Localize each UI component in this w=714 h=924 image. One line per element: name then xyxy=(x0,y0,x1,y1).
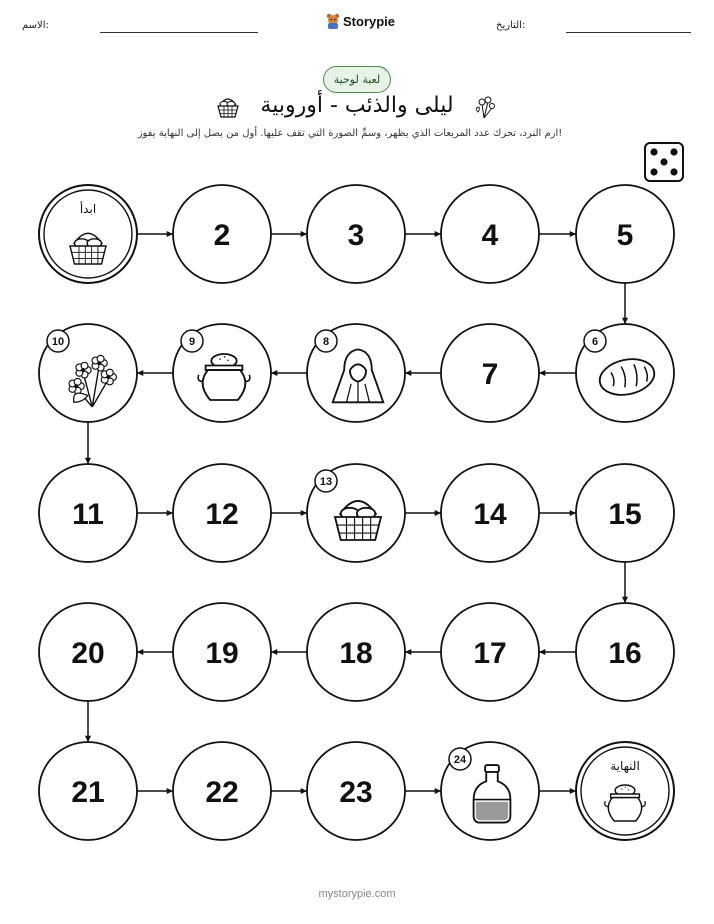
date-label: التاريخ: xyxy=(496,20,526,31)
path-arrow xyxy=(271,370,307,376)
path-arrow xyxy=(271,788,307,794)
board-cell-21 xyxy=(39,742,137,840)
board-cell-22 xyxy=(173,742,271,840)
path-arrow xyxy=(271,649,307,655)
path-arrow xyxy=(405,231,441,237)
path-arrow xyxy=(539,788,576,794)
path-arrow xyxy=(539,510,576,516)
cell-number: 13 xyxy=(319,476,333,488)
board-cell-5 xyxy=(576,185,674,283)
end-label: النهاية xyxy=(610,759,640,773)
path-arrow xyxy=(405,788,441,794)
cell-number: 10 xyxy=(51,336,65,348)
start-label: ابدأ xyxy=(79,202,97,216)
cell-number: 9 xyxy=(188,336,196,348)
board-cell-12 xyxy=(173,464,271,562)
cell-number: 2 xyxy=(213,219,231,252)
game-type-badge: لعبة لوحية xyxy=(323,66,391,93)
path-arrow xyxy=(539,649,576,655)
path-arrow xyxy=(137,370,173,376)
path-arrow xyxy=(137,231,173,237)
board-cell-19 xyxy=(173,603,271,701)
instructions: ارم النرد، تحرك عدد المربعات الذي يظهر، وسمِّ الصورة التي تقف عليها. أول من يصل إلى النهاية يفوز! xyxy=(137,128,563,139)
board-cell-18 xyxy=(307,603,405,701)
cell-number: 5 xyxy=(616,219,634,252)
board-cell-23 xyxy=(307,742,405,840)
brand-name: Storypie xyxy=(343,13,396,29)
path-arrow xyxy=(622,562,628,603)
cell-number: 22 xyxy=(205,776,239,809)
cell-number: 15 xyxy=(608,498,642,531)
path-arrow xyxy=(85,701,91,742)
cell-number: 14 xyxy=(473,498,507,531)
cell-number: 12 xyxy=(205,498,239,531)
path-arrow xyxy=(137,649,173,655)
page-title: ليلى والذئب - أوروبية xyxy=(260,93,454,118)
cell-number: 17 xyxy=(473,637,507,670)
path-arrow xyxy=(405,370,441,376)
board-cell-16 xyxy=(576,603,674,701)
board-cell-20 xyxy=(39,603,137,701)
cell-number: 8 xyxy=(322,336,330,348)
path-arrow xyxy=(539,231,576,237)
board-cell-14 xyxy=(441,464,539,562)
cell-number: 6 xyxy=(591,336,599,348)
path-arrow xyxy=(137,788,173,794)
path-arrow xyxy=(405,510,441,516)
cell-number: 19 xyxy=(205,637,239,670)
board-cell-7 xyxy=(441,324,539,422)
path-arrow xyxy=(405,649,441,655)
path-arrow xyxy=(271,510,307,516)
cell-number: 24 xyxy=(453,754,467,766)
path-arrow xyxy=(137,510,173,516)
dice-icon xyxy=(645,143,683,181)
cell-number: 3 xyxy=(347,219,365,252)
cell-number: 11 xyxy=(72,498,104,531)
board-cell-3 xyxy=(307,185,405,283)
path-arrow xyxy=(539,370,576,376)
cell-number: 21 xyxy=(71,776,105,809)
cell-number: 16 xyxy=(608,637,642,670)
board-cell-17 xyxy=(441,603,539,701)
cell-number: 18 xyxy=(339,637,373,670)
footer-url: mystorypie.com xyxy=(318,888,396,900)
name-label: الاسم: xyxy=(22,20,49,31)
cell-number: 20 xyxy=(71,637,105,670)
cell-number: 7 xyxy=(481,358,499,391)
path-arrow xyxy=(85,422,91,464)
footer xyxy=(0,888,714,900)
path-arrow xyxy=(271,231,307,237)
board-cell-15 xyxy=(576,464,674,562)
board-cell-4 xyxy=(441,185,539,283)
board-cell-2 xyxy=(173,185,271,283)
cell-number: 23 xyxy=(339,776,373,809)
path-arrow xyxy=(622,283,628,324)
cell-number: 4 xyxy=(481,219,499,252)
board-cell-11 xyxy=(39,464,137,562)
